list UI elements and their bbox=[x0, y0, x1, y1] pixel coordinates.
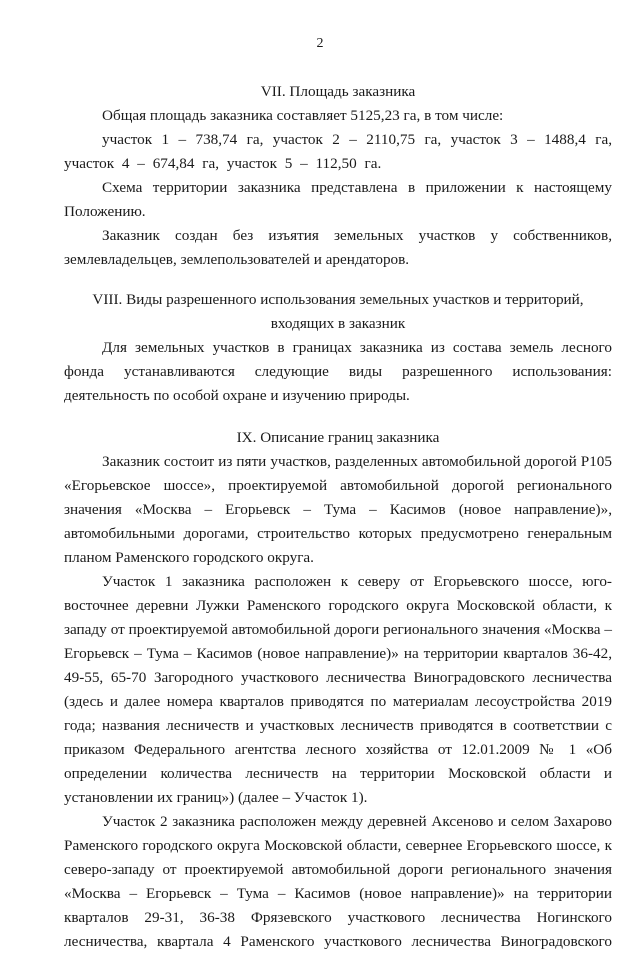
section-9-paragraph-1: Заказник состоит из пяти участков, разделенных автомобильной дорогой Р105 «Егорьевское шоссе», проектируемой автомобильной дорогой регионального значения «Москва – Егорьевск – Тума – Касимов (новое направление)», автомобильными дорогами, строительство которых предусмотрено генеральным планом Раменского городского округа. bbox=[64, 453, 612, 566]
section-8-paragraph-1: Для земельных участков в границах заказника из состава земель лесного фонда устанавливаются следующие виды разрешенного использования: деятельность по особой охране и изучению природы. bbox=[64, 339, 612, 404]
section-8-heading-line-2: входящих в заказник bbox=[270, 315, 406, 332]
section-8-heading-line-1: VIII. Виды разрешенного использования земельных участков и территорий, bbox=[92, 291, 584, 308]
section-7-paragraph-3: Схема территории заказника представлена в приложении к настоящему Положению. bbox=[64, 179, 612, 220]
section-7-paragraph-4: Заказник создан без изъятия земельных участков у собственников, землевладельцев, землепользователей и арендаторов. bbox=[64, 227, 612, 268]
section-7-paragraph-1: Общая площадь заказника составляет 5125,23 га, в том числе: bbox=[102, 107, 504, 124]
section-9-heading: IX. Описание границ заказника bbox=[236, 429, 440, 446]
section-7-paragraph-2: участок 1 – 738,74 га, участок 2 – 2110,75 га, участок 3 – 1488,4 га, участок 4 – 674,84 га, участок 5 – 112,50 га. bbox=[64, 131, 612, 172]
section-9-paragraph-2: Участок 1 заказника расположен к северу от Егорьевского шоссе, юго-восточнее деревни Лужки Раменского городского округа Московской области, к западу от проектируемой автомобильной дороги регионального значения «Москва – Егорьевск – Тума – Касимов (новое направление)» на территории кварталов 36-42, 49-55, 65-70 Загородного участкового лесничества Виноградовского лесничества (здесь и далее номера кварталов приводятся по материалам лесоустройства 2019 года; названия лесничеств и участковых лесничеств приводятся в соответствии с приказом Федерального агентства лесного хозяйства от 12.01.2009 № 1 «Об определении количества лесничеств на территории Московской области и установлении их границ») (далее – Участок 1). bbox=[64, 573, 612, 806]
document-body bbox=[64, 80, 612, 954]
section-7-heading: VII. Площадь заказника bbox=[260, 83, 416, 100]
page-number: 2 bbox=[316, 36, 324, 51]
section-9-paragraph-3: Участок 2 заказника расположен между деревней Аксеново и селом Захарово Раменского городского округа Московской области, севернее Егорьевского шоссе, к северо-западу от проектируемой автомобильной дороги регионального значения «Москва – Егорьевск – Тума – Касимов (новое направление)» на территории кварталов 29-31, 36-38 Фрязевского участкового лесничества Ногинского лесничества, квартала 4 Раменского участкового лесничества Виноградовского bbox=[64, 813, 612, 950]
